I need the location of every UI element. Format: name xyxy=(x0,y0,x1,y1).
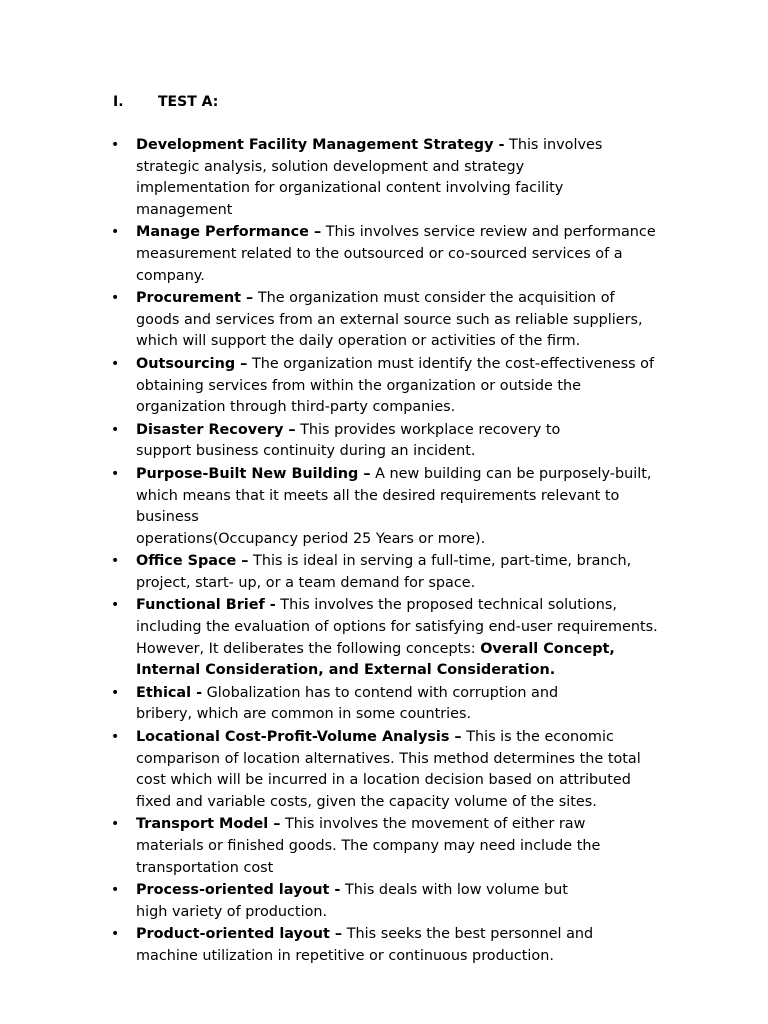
bullet-icon: • xyxy=(111,465,120,482)
bullet-list xyxy=(111,135,671,969)
list-item-term: Purpose-Built New Building – xyxy=(136,465,371,482)
text-line xyxy=(136,397,671,419)
text-line xyxy=(136,792,671,814)
list-item-text: The organization must identify the cost-effectiveness of xyxy=(247,355,655,372)
bullet-icon: • xyxy=(111,597,120,614)
list-item-text: including the evaluation of options for satisfying end-user requirements. xyxy=(136,619,658,636)
list-item xyxy=(111,595,671,681)
list-item-text: This involves xyxy=(504,137,603,153)
list-item-text: machine utilization in repetitive or continuous production. xyxy=(136,947,554,964)
list-item-text: bribery, which are common in some countries. xyxy=(136,706,472,723)
text-line xyxy=(136,200,671,222)
list-item-term: Locational Cost-Profit-Volume Analysis – xyxy=(136,729,462,746)
text-line xyxy=(136,858,671,880)
text-line xyxy=(136,617,671,639)
text-line xyxy=(136,507,671,529)
list-item-text: This seeks the best personnel and xyxy=(342,926,594,943)
list-item-term: Product-oriented layout – xyxy=(136,926,343,943)
list-item-term: Procurement – xyxy=(136,290,254,307)
list-item-emphasis: Overall Concept, xyxy=(480,640,615,657)
list-item-text: business xyxy=(136,509,199,526)
bullet-icon: • xyxy=(111,355,120,372)
text-line xyxy=(136,573,671,595)
list-item-text: organization through third-party companies. xyxy=(136,399,456,416)
list-item-term: Manage Performance – xyxy=(136,224,322,241)
bullet-icon: • xyxy=(111,816,120,833)
list-item-text: This provides workplace recovery to xyxy=(295,421,561,438)
list-item-text: However, It deliberates the following concepts: xyxy=(136,640,481,657)
list-item-text: transportation cost xyxy=(136,859,274,876)
text-line xyxy=(136,157,671,179)
list-item-text: Globalization has to contend with corruption and xyxy=(202,684,559,701)
text-line xyxy=(136,551,671,573)
list-item-text: This involves the movement of either raw xyxy=(280,816,586,833)
text-line xyxy=(136,331,671,353)
section-number: I. xyxy=(113,94,124,110)
text-line xyxy=(136,683,671,705)
list-item-text: strategic analysis, solution development and strategy xyxy=(136,158,525,175)
bullet-icon: • xyxy=(111,684,120,701)
text-line xyxy=(136,354,671,376)
text-line xyxy=(136,749,671,771)
list-item xyxy=(111,222,671,287)
text-line xyxy=(136,595,671,617)
text-line xyxy=(136,639,671,661)
text-line xyxy=(136,902,671,924)
text-line xyxy=(136,836,671,858)
list-item xyxy=(111,551,671,594)
list-item-text: implementation for organizational content involving facility xyxy=(136,180,564,197)
text-line xyxy=(136,244,671,266)
list-item xyxy=(111,683,671,726)
list-item-text: operations(Occupancy period 25 Years or more). xyxy=(136,530,486,547)
list-item-text: This involves service review and performance xyxy=(321,224,656,241)
list-item-text: This is ideal in serving a full-time, part-time, branch, xyxy=(248,553,632,570)
list-item-text: A new building can be purposely-built, xyxy=(370,465,652,482)
text-line xyxy=(136,529,671,551)
bullet-icon: • xyxy=(111,421,120,438)
list-item-emphasis-line: Internal Consideration, and External Consideration. xyxy=(136,662,556,679)
text-line xyxy=(136,464,671,486)
list-item xyxy=(111,420,671,463)
list-item-text: company. xyxy=(136,267,205,284)
list-item xyxy=(111,288,671,353)
bullet-icon: • xyxy=(111,553,120,570)
list-item-text: which means that it meets all the desired requirements relevant to xyxy=(136,487,620,504)
section-title: TEST A: xyxy=(158,94,219,110)
list-item-term: Outsourcing – xyxy=(136,355,248,372)
list-item xyxy=(111,354,671,419)
list-item-text: This is the economic xyxy=(461,729,614,746)
bullet-icon: • xyxy=(111,137,120,153)
text-line xyxy=(136,727,671,749)
bullet-icon: • xyxy=(111,729,120,746)
text-line xyxy=(136,880,671,902)
list-item-text: high variety of production. xyxy=(136,903,328,920)
list-item-term: Ethical - xyxy=(136,684,203,701)
text-line xyxy=(136,266,671,288)
list-item-text: comparison of location alternatives. This method determines the total xyxy=(136,750,641,767)
text-line xyxy=(136,135,671,157)
text-line xyxy=(136,222,671,244)
list-item-text: which will support the daily operation or activities of the firm. xyxy=(136,333,581,350)
list-item-text: project, start- up, or a team demand for space. xyxy=(136,574,476,591)
text-line xyxy=(136,376,671,398)
text-line xyxy=(136,178,671,200)
list-item-text: This deals with low volume but xyxy=(340,882,568,899)
list-item-text: This involves the proposed technical solutions, xyxy=(275,597,617,614)
list-item-term: Disaster Recovery – xyxy=(136,421,296,438)
list-item xyxy=(111,727,671,813)
bullet-icon: • xyxy=(111,882,120,899)
text-line xyxy=(136,486,671,508)
list-item-text: support business continuity during an incident. xyxy=(136,443,476,460)
list-item-text: goods and services from an external source such as reliable suppliers, xyxy=(136,311,643,328)
list-item-text: cost which will be incurred in a location decision based on attributed xyxy=(136,772,631,789)
list-item xyxy=(111,464,671,550)
list-item-term: Transport Model – xyxy=(136,816,281,833)
list-item-term: Functional Brief - xyxy=(136,597,276,614)
text-line xyxy=(136,704,671,726)
list-item-term: Development Facility Management Strategy - xyxy=(136,137,505,153)
list-item-term: Office Space – xyxy=(136,553,249,570)
list-item-text: management xyxy=(136,201,233,218)
list-item-text: The organization must consider the acquisition of xyxy=(253,290,615,307)
list-item xyxy=(111,135,671,221)
section-heading xyxy=(113,92,218,112)
text-line xyxy=(136,924,671,946)
list-item-term: Process-oriented layout - xyxy=(136,882,341,899)
text-line xyxy=(136,420,671,442)
text-line xyxy=(136,441,671,463)
bullet-icon: • xyxy=(111,926,120,943)
text-line xyxy=(136,310,671,332)
text-line xyxy=(136,814,671,836)
bullet-icon: • xyxy=(111,290,120,307)
list-item-text: fixed and variable costs, given the capacity volume of the sites. xyxy=(136,793,597,810)
list-item-text: obtaining services from within the organization or outside the xyxy=(136,377,582,394)
list-item xyxy=(111,924,671,967)
list-item xyxy=(111,814,671,879)
list-item xyxy=(111,880,671,923)
list-item-text: measurement related to the outsourced or co-sourced services of a xyxy=(136,245,623,262)
text-line xyxy=(136,770,671,792)
list-item-text: materials or finished goods. The company may need include the xyxy=(136,838,601,854)
text-line xyxy=(136,946,671,968)
text-line xyxy=(136,288,671,310)
bullet-icon: • xyxy=(111,224,120,241)
